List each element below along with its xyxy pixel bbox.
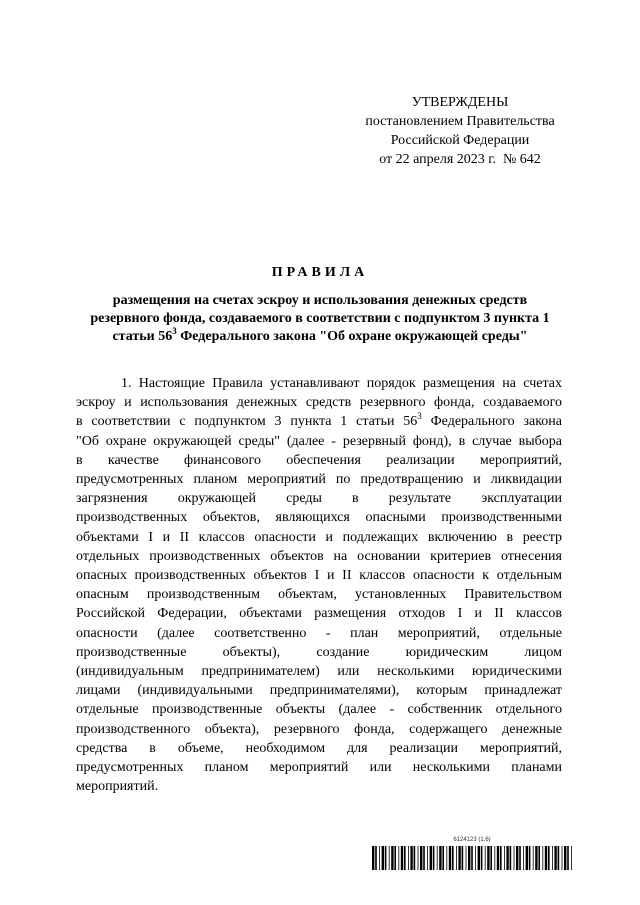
paragraph-line: эскроу и использования денежных средств резервного фонда, создаваемого: [76, 395, 562, 411]
paragraph-line: объектами I и II классов опасности и подлежащих включению в реестр: [76, 529, 562, 545]
document-title: ПРАВИЛА: [271, 265, 369, 280]
paragraph-line: опасным производственным объектам, установленных Правительством: [76, 587, 562, 603]
paragraph-line: производственные объекты), создание юридическим лицом: [76, 644, 562, 660]
barcode-label: 6124123 (1.6): [453, 837, 491, 843]
paragraph-line: отдельных производственных объектов на основании критериев отнесения: [76, 548, 562, 564]
subtitle-superscript: 3: [172, 326, 177, 336]
paragraph-line: [76, 412, 562, 431]
paragraph-line: Российской Федерации, объектами размещения отходов I и II классов: [76, 606, 562, 622]
barcode-image: [372, 846, 572, 870]
paragraph-line: опасных производственных объектов I и II классов опасности к отдельным: [76, 568, 562, 584]
paragraph-1: [76, 374, 562, 796]
paragraph-line: "Об охране окружающей среды" (далее - резервный фонд), в случае выбора: [76, 433, 562, 449]
subtitle-text: Федерального закона "Об охране окружающей среды": [176, 329, 528, 344]
paragraph-line: (индивидуальным предпринимателем) или несколькими юридическими: [76, 664, 562, 680]
subtitle-line: размещения на счетах эскроу и использования денежных средств: [112, 293, 528, 308]
paragraph-text: в соответствии с подпунктом 3 пункта 1 статьи 56: [76, 414, 418, 430]
paragraph-line: мероприятий.: [76, 779, 159, 795]
subtitle-line: резервного фонда, создаваемого в соответствии с подпунктом 3 пункта 1: [90, 311, 550, 326]
approval-date-line: от 22 апреля 2023 г. № 642: [379, 152, 541, 167]
subtitle-text: статьи 56: [112, 329, 173, 344]
subtitle-line: [60, 328, 580, 346]
paragraph-line: производственных объектов, являющихся опасными производственными: [76, 510, 562, 526]
paragraph-line: средства в объеме, необходимом для реализации мероприятий,: [76, 740, 562, 756]
barcode-block: [372, 837, 572, 871]
paragraph-line: в качестве финансового обеспечения реализации мероприятий,: [76, 452, 562, 468]
approval-line: УТВЕРЖДЕНЫ: [411, 95, 509, 110]
paragraph-line: предусмотренных планом мероприятий или несколькими планами: [76, 760, 562, 776]
paragraph-line: опасности (далее соответственно - план мероприятий, отдельные: [76, 625, 562, 641]
paragraph-line: загрязнения окружающей среды в результате эксплуатации: [76, 491, 562, 507]
paragraph-line: производственного объекта), резервного фонда, содержащего денежные: [76, 721, 562, 737]
approval-line: Российской Федерации: [390, 133, 530, 148]
paragraph-line: отдельные производственные объекты (далее - собственник отдельного: [76, 702, 562, 718]
paragraph-text: Федерального закона: [421, 414, 562, 430]
paragraph-line: лицами (индивидуальными предпринимателями), которым принадлежат: [76, 683, 562, 699]
document-subtitle: [60, 292, 580, 346]
paragraph-line: 1. Настоящие Правила устанавливают порядок размещения на счетах: [121, 376, 562, 391]
approval-line: постановлением Правительства: [365, 114, 555, 129]
paragraph-superscript: 3: [417, 411, 422, 422]
paragraph-line: предусмотренных планом мероприятий по предотвращению и ликвидации: [76, 472, 562, 488]
approval-block: [330, 93, 590, 169]
